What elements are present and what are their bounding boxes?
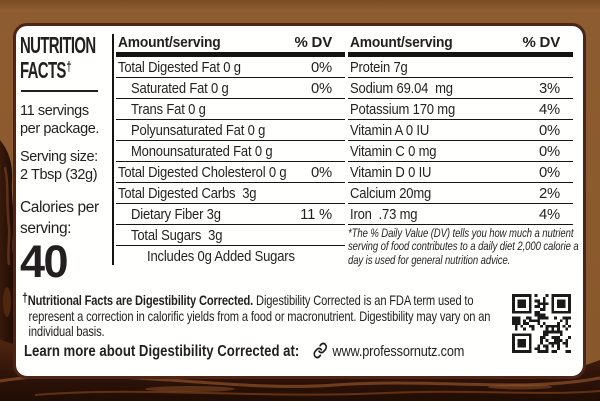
nutrient-label: Dietary Fiber 3g [131, 207, 221, 223]
nutrient-row [116, 204, 345, 225]
nutrient-row [348, 162, 573, 183]
nutrition-facts-panel [13, 23, 586, 379]
nutrient-row [116, 78, 345, 99]
calories-value: 40 [20, 236, 68, 287]
calories-label-line2: serving: [20, 220, 72, 237]
nutrient-label: Total Digested Cholesterol 0 g [118, 165, 287, 181]
nutrient-label: Total Digested Carbs 3g [118, 186, 257, 202]
title-line2: FACTS† [20, 57, 71, 83]
nutrient-label: Vitamin A 0 IU [350, 123, 430, 139]
nutrient-label: Includes 0g Added Sugars [147, 249, 295, 265]
serving-size-value: 2 Tbsp (32g) [20, 166, 98, 183]
nutrient-row [116, 141, 345, 162]
nutrient-label: Saturated Fat 0 g [131, 81, 229, 97]
nutrient-dv-value: 0% [311, 60, 332, 76]
calories-label-line1: Calories per [20, 199, 99, 216]
nutrient-label: Total Sugars 3g [131, 228, 223, 244]
nutrient-row [348, 57, 573, 78]
nutrient-row [348, 141, 573, 162]
nutrient-label: Trans Fat 0 g [131, 102, 206, 118]
nutrient-row [348, 99, 573, 120]
title-dagger: † [66, 59, 71, 75]
title-line1: NUTRITION [20, 32, 96, 58]
vertical-divider [112, 34, 114, 265]
servings-line2: per package. [20, 120, 100, 137]
nutrient-row [116, 162, 345, 183]
nutrient-label: Vitamin C 0 mg [350, 144, 437, 160]
learn-more-label: Learn more about Digestibility Corrected at: [24, 343, 300, 360]
nutrient-label: Monounsaturated Fat 0 g [131, 144, 273, 160]
left-summary-column [20, 32, 112, 287]
nutrition-table-right [348, 32, 573, 225]
nutrient-dv-value: 0% [311, 81, 332, 97]
nutrient-row [116, 183, 345, 204]
learn-more-line [24, 342, 464, 364]
nutrient-label: Calcium 20mg [350, 186, 432, 202]
title-divider [21, 90, 98, 92]
table-body [116, 57, 345, 266]
calories-per-serving [20, 197, 112, 287]
table-body [348, 57, 573, 225]
footnote-bold-text: Nutritional Facts are Digestibility Corrected. [27, 293, 254, 308]
nutrient-label: Total Digested Fat 0 g [118, 60, 241, 76]
nutrient-label: Polyunsaturated Fat 0 g [131, 123, 266, 139]
nutrient-row [116, 120, 345, 141]
nutrient-row [348, 204, 573, 225]
nutrient-dv-value: 0% [311, 165, 332, 181]
nutrient-row [348, 183, 573, 204]
nutrient-dv-value: 2% [539, 186, 560, 202]
nutrient-row [348, 78, 573, 99]
digestibility-footnote [22, 290, 506, 340]
header-percent-dv: % DV [522, 34, 560, 51]
servings-per-package [20, 103, 112, 138]
link-icon [313, 342, 327, 364]
website-url: www.professornutz.com [332, 343, 465, 360]
nutrient-label: Protein 7g [350, 60, 408, 76]
serving-size [20, 149, 112, 184]
nutrient-dv-value: 4% [539, 102, 560, 118]
nutrient-dv-value: 3% [539, 81, 560, 97]
serving-size-label: Serving size: [20, 149, 98, 165]
nutrient-label: Potassium 170 mg [350, 102, 456, 118]
table-header [348, 32, 573, 51]
nutrient-row [116, 57, 345, 78]
nutrient-row [116, 225, 345, 246]
table-header [116, 32, 345, 51]
footnote-text: Digestibility Corrected is an FDA term used to represent a correction in calorific yields from a food or macronutrient. Digestibility may vary on an individual basis. [28, 293, 491, 340]
nutrient-dv-value: 0% [539, 123, 560, 139]
nutrition-table-left [116, 32, 345, 266]
nutrient-label: Iron .73 mg [350, 207, 418, 223]
header-amount-serving: Amount/serving [350, 34, 453, 51]
footnote-dagger: † [22, 290, 28, 305]
nutrient-dv-value: 0% [539, 165, 560, 181]
header-amount-serving: Amount/serving [118, 34, 221, 51]
nutrient-dv-value: 4% [539, 207, 560, 223]
nutrition-facts-title [20, 32, 96, 83]
nutrient-dv-value: 0% [539, 144, 560, 160]
nutrient-row [116, 246, 345, 266]
servings-line1: 11 servings [20, 103, 89, 119]
nutrient-row [348, 120, 573, 141]
nutrient-dv-value: 11 % [300, 207, 332, 223]
nutrient-label: Vitamin D 0 IU [350, 165, 432, 181]
nutrient-row [116, 99, 345, 120]
qr-code [512, 294, 571, 353]
header-percent-dv: % DV [294, 34, 332, 51]
daily-value-footnote: *The % Daily Value (DV) tells you how much a nutrient serving of food contributes to a daily diet 2,000 calorie a day is used for general nutrition advice. [348, 226, 579, 267]
nutrient-label: Sodium 69.04 mg [350, 81, 453, 97]
